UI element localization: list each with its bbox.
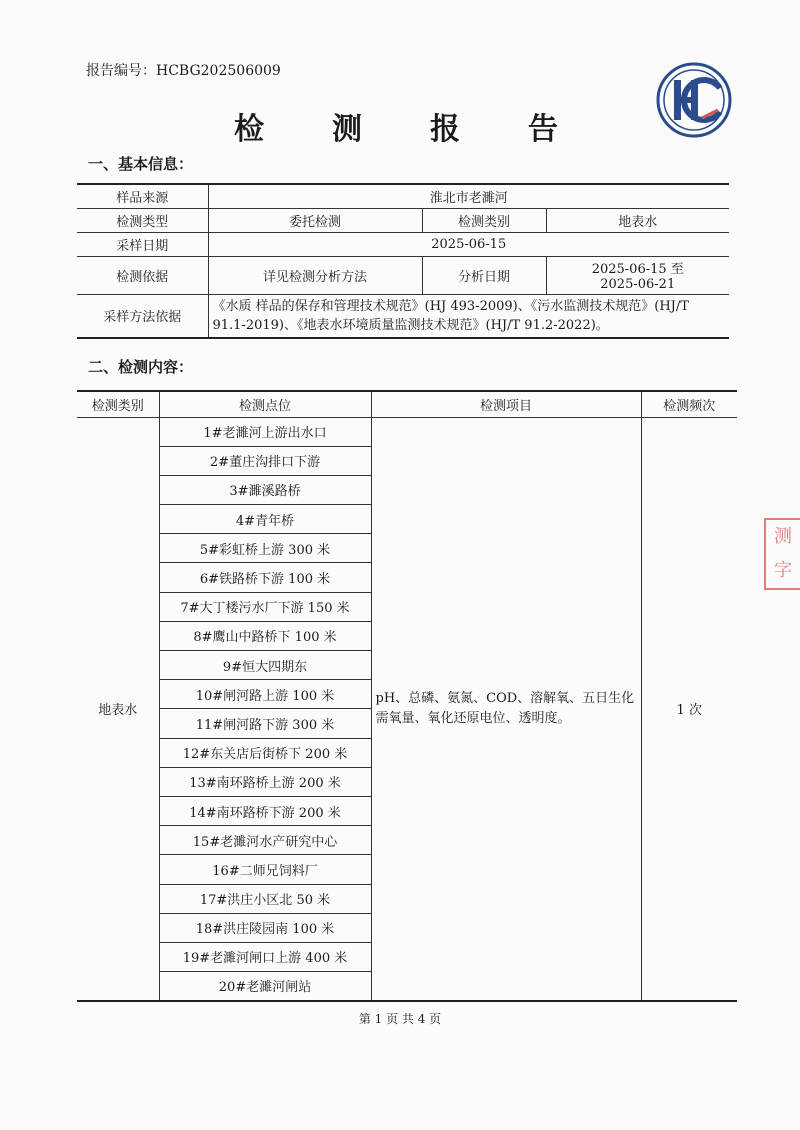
test-category-value: 地表水: [546, 208, 729, 232]
point-cell: 7#大丁楼污水厂下游 150 米: [159, 592, 371, 621]
point-cell: 13#南环路桥上游 200 米: [159, 767, 371, 796]
col-header-items: 检测项目: [371, 391, 641, 417]
frequency-cell: 1 次: [641, 417, 737, 1001]
section-test-content-heading: 二、检测内容：: [88, 358, 194, 376]
red-seal-stamp: 测 字: [764, 518, 800, 590]
point-cell: 1#老濉河上游出水口: [159, 417, 371, 446]
report-number: 报告编号：HCBG202506009: [86, 63, 281, 79]
sampling-date-label: 采样日期: [77, 232, 208, 256]
point-cell: 20#老濉河闸站: [159, 972, 371, 1001]
point-cell: 15#老濉河水产研究中心: [159, 826, 371, 855]
test-content-table: [77, 390, 737, 1002]
sample-source-value: 淮北市老濉河: [208, 184, 729, 208]
sample-source-label: 样品来源: [77, 184, 208, 208]
items-cell: pH、总磷、氨氮、COD、溶解氧、五日生化需氧量、氧化还原电位、透明度。: [371, 417, 641, 1001]
point-cell: 9#恒大四期东: [159, 651, 371, 680]
basic-info-table: [77, 183, 729, 339]
point-cell: 12#东关店后街桥下 200 米: [159, 738, 371, 767]
point-cell: 5#彩虹桥上游 300 米: [159, 534, 371, 563]
test-category-label: 检测类别: [422, 208, 546, 232]
page-footer: 第 1 页 共 4 页: [358, 1012, 442, 1026]
col-header-category: 检测类别: [77, 391, 159, 417]
test-type-label: 检测类型: [77, 208, 208, 232]
point-cell: 17#洪庄小区北 50 米: [159, 884, 371, 913]
sampling-date-value: 2025-06-15: [208, 232, 729, 256]
category-cell: 地表水: [77, 417, 159, 1001]
basis-label: 检测依据: [77, 256, 208, 294]
point-cell: 2#董庄沟排口下游: [159, 446, 371, 475]
point-cell: 6#铁路桥下游 100 米: [159, 563, 371, 592]
point-cell: 10#闸河路上游 100 米: [159, 680, 371, 709]
point-cell: 18#洪庄陵园南 100 米: [159, 913, 371, 942]
point-cell: 11#闸河路下游 300 米: [159, 709, 371, 738]
point-cell: 3#濉溪路桥: [159, 475, 371, 504]
col-header-frequency: 检测频次: [641, 391, 737, 417]
point-cell: 8#鹰山中路桥下 100 米: [159, 621, 371, 650]
analysis-date-label: 分析日期: [422, 256, 546, 294]
section-basic-info-heading: 一、基本信息：: [88, 155, 194, 173]
point-cell: 16#二师兄饲料厂: [159, 855, 371, 884]
sampling-method-value: 《水质 样品的保存和管理技术规范》(HJ 493-2009)、《污水监测技术规范》(HJ/T 91.1-2019)、《地表水环境质量监测技术规范》(HJ/T 91.2-2022)。: [208, 294, 729, 338]
point-cell: 19#老濉河闸口上游 400 米: [159, 942, 371, 971]
point-cell: 4#青年桥: [159, 505, 371, 534]
point-cell: 14#南环路桥下游 200 米: [159, 796, 371, 825]
analysis-date-line2: 2025-06-21: [600, 277, 676, 292]
basis-value: 详见检测分析方法: [208, 256, 422, 294]
document-title: 检测报告: [234, 112, 626, 147]
test-type-value: 委托检测: [208, 208, 422, 232]
analysis-date-line1: 2025-06-15 至: [591, 262, 684, 277]
sampling-method-label: 采样方法依据: [77, 294, 208, 338]
table-row: [77, 417, 737, 446]
analysis-date-value: [546, 256, 729, 294]
col-header-point: 检测点位: [159, 391, 371, 417]
